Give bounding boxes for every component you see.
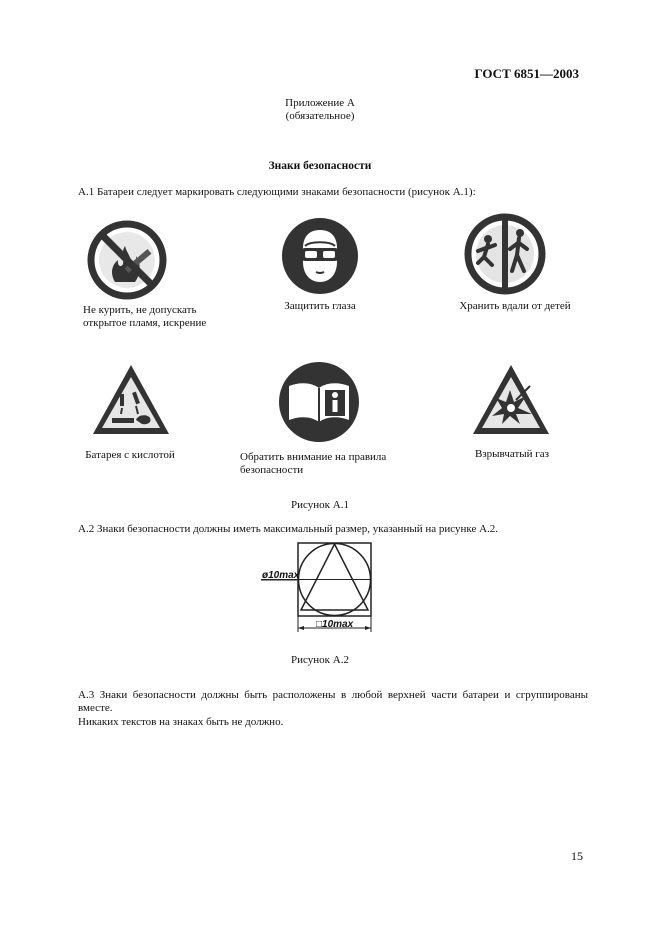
paragraph-a1: А.1 Батареи следует маркировать следующими знаками безопасности (рисунок А.1): <box>78 186 476 198</box>
caption-explosive-gas: Взрывчатый газ <box>474 448 550 460</box>
appendix-subtitle: (обязательное) <box>285 110 355 122</box>
caption-eye-protection: Защитить глаза <box>284 300 356 312</box>
explosive-gas-icon <box>470 362 552 438</box>
section-title: Знаки безопасности <box>268 160 372 172</box>
paragraph-a3-second: Никаких текстов на знаках быть не должно. <box>78 716 284 728</box>
paragraph-a2: А.2 Знаки безопасности должны иметь максимальный размер, указанный на рисунке А.2. <box>78 523 499 535</box>
read-instructions-icon <box>277 360 361 444</box>
keep-away-from-children-icon <box>464 213 546 295</box>
caption-children: Хранить вдали от детей <box>459 300 571 312</box>
eye-protection-icon <box>280 216 360 296</box>
figure-a1-caption: Рисунок А.1 <box>291 499 349 511</box>
battery-acid-icon <box>90 362 172 438</box>
document-code: ГОСТ 6851—2003 <box>474 66 579 81</box>
no-smoking-icon <box>87 220 167 300</box>
diameter-label: ø10max <box>262 570 300 581</box>
caption-battery-acid: Батарея с кислотой <box>85 449 175 461</box>
caption-no-smoking: Не курить, не допускать открытое пламя, искрение <box>83 304 207 329</box>
figure-a2-caption: Рисунок А.2 <box>291 654 349 666</box>
side-label: □10max <box>316 619 354 630</box>
caption-read-instructions: Обратить внимание на правила безопасности <box>240 451 387 476</box>
appendix-title: Приложение А <box>285 97 355 109</box>
appendix-heading <box>230 97 410 123</box>
paragraph-a3: А.3 Знаки безопасности должны быть расположены в любой верхней части батареи и сгруппированы вместе. <box>78 689 588 714</box>
page-number: 15 <box>571 849 583 863</box>
